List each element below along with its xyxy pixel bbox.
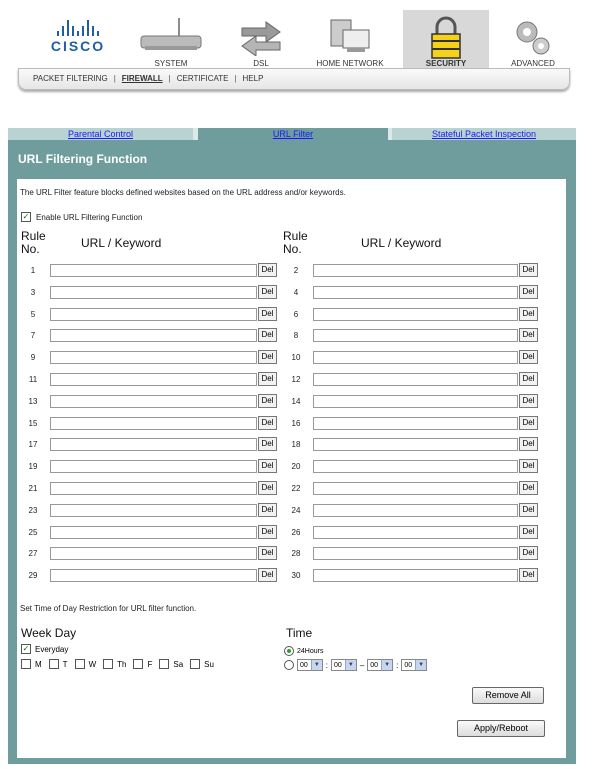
time-range-radio[interactable] (284, 660, 294, 670)
subnav-firewall[interactable]: FIREWALL (121, 74, 163, 83)
select-value: 00 (370, 661, 379, 669)
time-colon: : (325, 660, 329, 670)
weekday-checkbox[interactable] (103, 659, 113, 669)
weekday-item (190, 659, 214, 669)
weekday-checkboxes (21, 659, 218, 669)
topnav-label: DSL (253, 59, 269, 68)
rule-number: 27 (28, 549, 38, 558)
topnav-home-network[interactable] (307, 10, 393, 68)
weekday-item (133, 659, 152, 669)
brand-name: CISCO (50, 38, 106, 54)
delete-rule-button[interactable]: Del (258, 263, 277, 277)
subnav-separator: | (234, 74, 237, 83)
chevron-down-icon: ▼ (381, 660, 392, 670)
delete-rule-button[interactable]: Del (519, 503, 538, 517)
url-keyword-input[interactable] (50, 286, 257, 299)
description-text: The URL Filter feature blocks defined websites based on the URL address and/or keywords. (20, 188, 346, 197)
url-filter-panel (8, 140, 576, 764)
url-keyword-input[interactable] (50, 264, 257, 277)
rule-header-line: No. (21, 242, 40, 256)
rule-number: 19 (28, 462, 38, 471)
weekday-header: Week Day (21, 626, 77, 640)
url-keyword-input[interactable] (50, 329, 257, 342)
topnav-dsl[interactable] (218, 10, 304, 68)
time-dash: – (359, 660, 365, 670)
url-keyword-input[interactable] (313, 460, 518, 473)
url-keyword-header-left: URL / Keyword (81, 236, 162, 250)
url-keyword-input[interactable] (50, 569, 257, 582)
chevron-down-icon: ▼ (345, 660, 356, 670)
url-keyword-input[interactable] (50, 460, 257, 473)
select-value: 00 (404, 661, 413, 669)
delete-rule-button[interactable]: Del (258, 372, 277, 386)
rule-number: 25 (28, 528, 38, 537)
weekday-checkbox[interactable] (133, 659, 143, 669)
delete-rule-button[interactable]: Del (258, 328, 277, 342)
time-colon: : (396, 660, 399, 670)
rule-number: 15 (28, 419, 38, 428)
chevron-down-icon: ▼ (415, 660, 426, 670)
delete-rule-button[interactable]: Del (258, 437, 277, 451)
weekday-checkbox[interactable] (49, 659, 59, 669)
rule-number: 11 (28, 375, 38, 384)
delete-rule-button[interactable]: Del (519, 307, 538, 321)
topnav-system[interactable] (128, 10, 214, 68)
delete-rule-button[interactable]: Del (519, 350, 538, 364)
rule-number: 16 (291, 419, 301, 428)
rule-number: 23 (28, 506, 38, 515)
padlock-icon (426, 16, 466, 60)
rule-number: 9 (30, 353, 36, 362)
url-keyword-input[interactable] (313, 351, 518, 364)
url-keyword-input[interactable] (50, 395, 257, 408)
subnav-bar (18, 68, 570, 90)
weekday-item (21, 659, 42, 669)
url-keyword-input[interactable] (50, 438, 257, 451)
rule-number: 26 (291, 528, 301, 537)
rule-no-header-right (283, 230, 308, 256)
hours24-label: 24Hours (297, 647, 324, 655)
delete-rule-button[interactable]: Del (519, 481, 538, 495)
rule-number: 28 (291, 549, 301, 558)
weekday-label: F (147, 659, 153, 669)
enable-row (21, 212, 142, 222)
select-value: 00 (334, 661, 342, 669)
header (0, 0, 597, 100)
topnav-label: ADVANCED (511, 59, 555, 68)
weekday-checkbox[interactable] (159, 659, 169, 669)
delete-rule-button[interactable]: Del (519, 437, 538, 451)
url-keyword-input[interactable] (50, 308, 257, 321)
panel-content (17, 179, 566, 758)
url-keyword-input[interactable] (313, 547, 518, 560)
subnav-packet-filtering[interactable]: PACKET FILTERING (33, 74, 108, 83)
url-keyword-input[interactable] (50, 482, 257, 495)
panel-title: URL Filtering Function (18, 152, 148, 166)
url-keyword-input[interactable] (313, 569, 518, 582)
rule-number: 30 (291, 571, 301, 580)
enable-label: Enable URL Filtering Function (36, 212, 143, 222)
delete-rule-button[interactable]: Del (258, 481, 277, 495)
hours24-row (284, 646, 323, 656)
rule-number: 24 (291, 506, 301, 515)
everyday-checkbox[interactable]: ✓ (22, 644, 30, 653)
rule-number: 12 (291, 375, 301, 384)
start-minute-select[interactable] (331, 659, 357, 671)
weekday-label: Th (117, 659, 127, 669)
weekday-checkbox[interactable] (190, 659, 200, 669)
rule-number: 10 (291, 353, 301, 362)
rule-number: 22 (291, 484, 301, 493)
subnav-help[interactable]: HELP (242, 74, 264, 83)
delete-rule-button[interactable]: Del (258, 525, 277, 539)
rule-header-line: Rule (21, 229, 46, 243)
url-keyword-input[interactable] (50, 526, 257, 539)
weekday-item (159, 659, 183, 669)
url-keyword-input[interactable] (313, 526, 518, 539)
topnav-label: HOME NETWORK (316, 59, 384, 68)
url-keyword-input[interactable] (313, 504, 518, 517)
end-minute-select[interactable] (401, 659, 427, 671)
weekday-label: M (35, 659, 42, 669)
delete-rule-button[interactable]: Del (258, 416, 277, 430)
delete-rule-button[interactable]: Del (519, 285, 538, 299)
rule-number: 7 (30, 331, 36, 340)
everyday-label: Everyday (35, 644, 69, 654)
delete-rule-button[interactable]: Del (519, 263, 538, 277)
delete-rule-button[interactable]: Del (258, 307, 277, 321)
computers-icon (325, 16, 375, 56)
delete-rule-button[interactable]: Del (258, 350, 277, 364)
subnav-separator: | (168, 74, 171, 83)
cisco-bars-icon (48, 18, 108, 36)
url-keyword-input[interactable] (313, 438, 518, 451)
time-range-row (284, 659, 427, 671)
weekday-label: Su (204, 659, 214, 669)
arrows-icon (236, 16, 286, 56)
rule-number: 13 (28, 397, 38, 406)
url-keyword-input[interactable] (313, 264, 518, 277)
time-of-day-label: Set Time of Day Restriction for URL filter function. (20, 604, 197, 613)
subnav-separator: | (113, 74, 116, 83)
weekday-label: Sa (173, 659, 184, 669)
delete-rule-button[interactable]: Del (258, 546, 277, 560)
weekday-item (75, 659, 97, 669)
weekday-checkbox[interactable] (75, 659, 85, 669)
rule-number: 1 (30, 266, 36, 275)
rule-number: 18 (291, 440, 301, 449)
tab-url-filter[interactable]: URL Filter (198, 128, 388, 140)
delete-rule-button[interactable]: Del (258, 285, 277, 299)
url-keyword-input[interactable] (313, 482, 518, 495)
chevron-down-icon: ▼ (311, 660, 322, 670)
delete-rule-button[interactable]: Del (258, 394, 277, 408)
rule-number: 3 (30, 288, 36, 297)
rule-number: 5 (30, 310, 36, 319)
url-keyword-input[interactable] (313, 286, 518, 299)
subnav-certificate[interactable]: CERTIFICATE (176, 74, 229, 83)
url-keyword-input[interactable] (50, 373, 257, 386)
delete-rule-button[interactable]: Del (519, 459, 538, 473)
url-keyword-input[interactable] (313, 417, 518, 430)
everyday-row (21, 644, 68, 654)
hours24-radio[interactable] (284, 646, 294, 656)
rule-header-line: No. (283, 242, 302, 256)
delete-rule-button[interactable]: Del (258, 503, 277, 517)
weekday-label: T (62, 659, 68, 669)
weekday-checkbox[interactable] (21, 659, 31, 669)
topnav-label: SYSTEM (154, 59, 188, 68)
tab-parental-control[interactable]: Parental Control (8, 128, 193, 140)
rule-number: 8 (293, 331, 299, 340)
topnav-advanced[interactable] (490, 10, 576, 68)
tab-stateful-packet-inspection[interactable]: Stateful Packet Inspection (392, 128, 576, 140)
url-keyword-input[interactable] (50, 417, 257, 430)
weekday-item (103, 659, 126, 669)
delete-rule-button[interactable]: Del (519, 568, 538, 582)
apply-reboot-button[interactable]: Apply/Reboot (457, 720, 545, 737)
rule-no-header-left (21, 230, 46, 256)
rule-number: 20 (291, 462, 301, 471)
time-header: Time (286, 626, 313, 640)
tab-bar (8, 128, 576, 140)
delete-rule-button[interactable]: Del (519, 525, 538, 539)
rule-number: 4 (293, 288, 299, 297)
start-hour-select[interactable] (297, 659, 323, 671)
url-keyword-header-right: URL / Keyword (361, 236, 442, 250)
delete-rule-button[interactable]: Del (258, 568, 277, 582)
url-keyword-input[interactable] (50, 351, 257, 364)
rule-header-line: Rule (283, 229, 308, 243)
enable-url-filtering-checkbox[interactable]: ✓ (22, 212, 30, 221)
url-keyword-input[interactable] (313, 373, 518, 386)
rule-number: 21 (28, 484, 38, 493)
weekday-item (49, 659, 68, 669)
delete-rule-button[interactable]: Del (519, 416, 538, 430)
gears-icon (511, 16, 555, 56)
delete-rule-button[interactable]: Del (519, 394, 538, 408)
url-keyword-input[interactable] (50, 547, 257, 560)
select-value: 00 (300, 661, 308, 669)
end-hour-select[interactable] (367, 659, 393, 671)
delete-rule-button[interactable]: Del (519, 546, 538, 560)
delete-rule-button[interactable]: Del (258, 459, 277, 473)
delete-rule-button[interactable]: Del (519, 328, 538, 342)
rule-number: 29 (28, 571, 38, 580)
rule-number: 2 (293, 266, 299, 275)
topnav-security[interactable] (403, 10, 489, 68)
url-keyword-input[interactable] (313, 395, 518, 408)
url-keyword-input[interactable] (50, 504, 257, 517)
topnav-label: SECURITY (425, 59, 467, 68)
rule-number: 14 (291, 397, 301, 406)
weekday-label: W (88, 659, 97, 669)
router-icon (135, 16, 207, 56)
cisco-logo (48, 18, 108, 54)
delete-rule-button[interactable]: Del (519, 372, 538, 386)
url-keyword-input[interactable] (313, 308, 518, 321)
rule-number: 6 (293, 310, 299, 319)
remove-all-button[interactable]: Remove All (472, 687, 544, 704)
rule-number: 17 (28, 440, 38, 449)
url-keyword-input[interactable] (313, 329, 518, 342)
